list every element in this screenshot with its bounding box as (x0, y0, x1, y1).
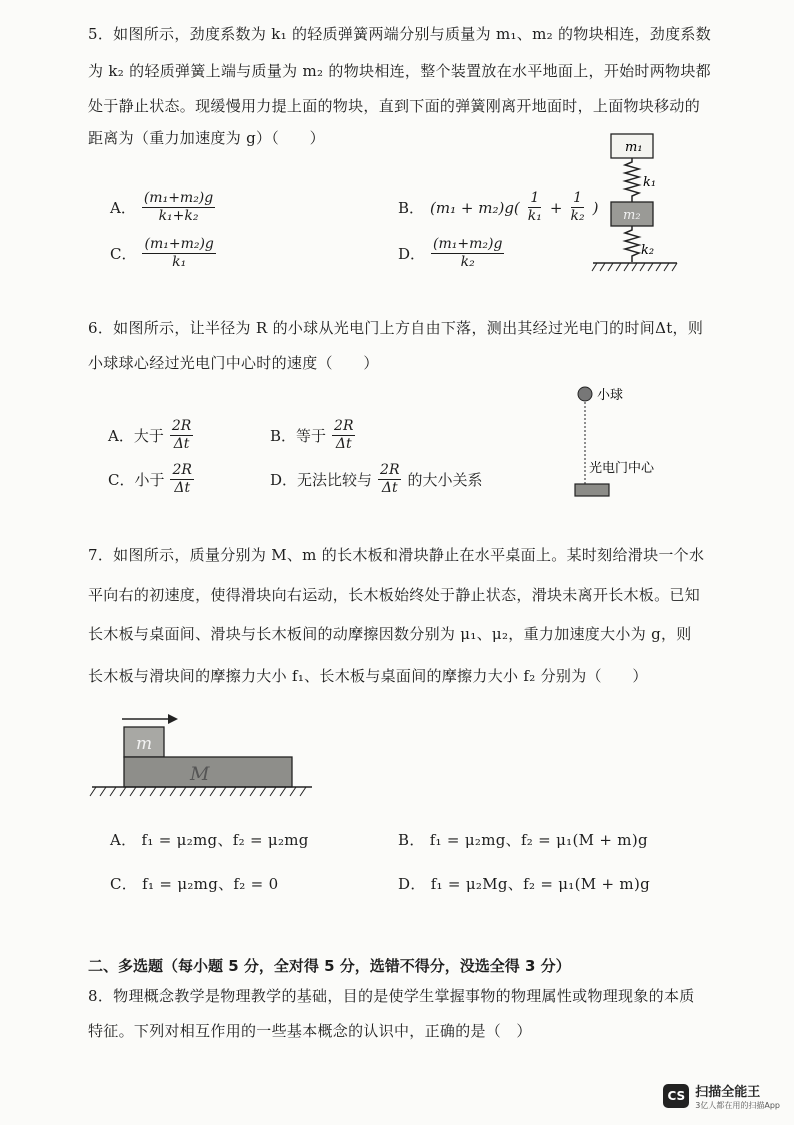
denominator: Δt (381, 480, 398, 496)
numerator: 1 (530, 190, 540, 206)
q6-option-b[interactable] (270, 418, 355, 453)
numerator: 2R (334, 418, 354, 434)
ground-hatch (592, 263, 677, 271)
spring-k2 (625, 226, 639, 262)
fraction-2 (568, 190, 586, 225)
numerator: 2R (380, 462, 400, 478)
q7-option-b[interactable]: B． f₁ = μ₂mg、f₂ = μ₁(M + m)g (398, 831, 648, 849)
spring-k1-label: k₁ (643, 175, 657, 190)
slider-block-label: m (136, 734, 153, 754)
section-2-heading: 二、多选题（每小题 5 分，全对得 5 分，选错不得分，没选全得 3 分） (88, 957, 571, 975)
numerator: (m₁+m₂)g (143, 190, 214, 206)
watermark-subtitle: 3亿人都在用的扫描App (695, 1101, 780, 1110)
fraction (431, 236, 504, 271)
fraction (142, 236, 215, 271)
expr-prefix: (m₁ + m₂)g( (430, 198, 520, 217)
camscanner-logo-icon: CS (663, 1084, 689, 1108)
q7-line-2: 平向右的初速度，使得滑块向右运动，长木板始终处于静止状态，滑块未离开长木板。已知 (88, 586, 701, 604)
denominator: Δt (335, 436, 352, 452)
fraction (170, 462, 193, 497)
q5-option-c[interactable] (110, 236, 216, 271)
spring-k2-label: k₂ (641, 243, 655, 258)
q8-line-1: 8．物理概念教学是物理教学的基础，目的是使学生掌握事物的物理属性或物理现象的本质 (88, 987, 695, 1005)
q5-spring-figure (585, 128, 695, 278)
plus-sign: + (549, 198, 563, 217)
denominator: Δt (173, 436, 190, 452)
gate-label: 光电门中心 (589, 461, 655, 476)
velocity-arrow-head (168, 714, 178, 724)
q6-option-a[interactable] (108, 418, 193, 453)
numerator: (m₁+m₂)g (433, 236, 503, 252)
q6-option-d[interactable] (270, 462, 483, 497)
camscanner-watermark (663, 1081, 780, 1111)
q8-line-2: 特征。下列对相互作用的一些基本概念的认识中，正确的是（ ） (88, 1022, 532, 1040)
q7-option-c[interactable]: C． f₁ = μ₂mg、f₂ = 0 (110, 875, 279, 893)
q6-option-c[interactable] (108, 462, 194, 497)
option-label: A．大于 (108, 427, 164, 445)
long-board-label: M (190, 763, 210, 785)
expr-suffix: ) (592, 198, 599, 217)
fraction (332, 418, 355, 453)
table-hatch (90, 787, 306, 796)
q5-line-3: 处于静止状态。现缓慢用力提上面的物块，直到下面的弹簧刚离开地面时，上面物块移动的 (88, 97, 701, 115)
ball-label: 小球 (597, 388, 624, 403)
option-label: C．小于 (108, 471, 165, 489)
numerator: 1 (573, 190, 582, 206)
denominator: k₁ (172, 254, 187, 270)
spring-k1 (625, 158, 639, 202)
q7-line-4: 长木板与滑块间的摩擦力大小 f₁、长木板与桌面间的摩擦力大小 f₂ 分别为（ ） (88, 667, 648, 685)
q7-option-a[interactable]: A． f₁ = μ₂mg、f₂ = μ₂mg (110, 831, 309, 849)
q7-line-1: 7．如图所示，质量分别为 M、m 的长木板和滑块静止在水平桌面上。某时刻给滑块一个水 (88, 546, 705, 564)
denominator: k₁ (527, 208, 542, 224)
ball (578, 387, 592, 401)
option-suffix: 的大小关系 (407, 471, 483, 489)
numerator: (m₁+m₂)g (144, 236, 214, 252)
numerator: 2R (171, 418, 192, 434)
q5-option-b[interactable] (398, 190, 598, 225)
photogate (575, 484, 609, 496)
q6-line-1: 6．如图所示，让半径为 R 的小球从光电门上方自由下落，测出其经过光电门的时间Δt，则 (88, 319, 704, 337)
block-m1-label: m₁ (625, 140, 643, 155)
q5-line-4: 距离为（重力加速度为 g）（ ） (88, 129, 325, 147)
fraction-1 (526, 190, 544, 225)
q7-board-figure (86, 705, 326, 805)
option-label: B．等于 (270, 427, 327, 445)
fraction (142, 190, 215, 225)
denominator: k₂ (460, 254, 475, 270)
q5-option-d[interactable] (398, 236, 504, 271)
fraction (378, 462, 401, 497)
q5-line-2: 为 k₂ 的轻质弹簧上端与质量为 m₂ 的物块相连，整个装置放在水平地面上，开始时两物块都 (88, 62, 711, 80)
option-label: C． (110, 245, 137, 263)
denominator: Δt (174, 480, 191, 496)
numerator: 2R (172, 462, 192, 478)
q6-line-2: 小球球心经过光电门中心时的速度（ ） (88, 354, 379, 372)
denominator: k₂ (570, 208, 585, 224)
option-label: A． (110, 199, 136, 217)
q5-line-1: 5．如图所示，劲度系数为 k₁ 的轻质弹簧两端分别与质量为 m₁、m₂ 的物块相连，劲度系数 (88, 25, 711, 43)
block-m2-label: m₂ (623, 208, 641, 223)
q7-option-d[interactable]: D． f₁ = μ₂Mg、f₂ = μ₁(M + m)g (398, 875, 651, 893)
q7-line-3: 长木板与桌面间、滑块与长木板间的动摩擦因数分别为 μ₁、μ₂，重力加速度大小为 g，则 (88, 625, 692, 643)
option-label: B． (398, 199, 425, 217)
option-label: D． (398, 245, 426, 263)
q5-option-a[interactable] (110, 190, 215, 225)
q6-photogate-figure (565, 380, 695, 500)
denominator: k₁+k₂ (158, 208, 199, 224)
fraction (170, 418, 193, 453)
watermark-title: 扫描全能王 (695, 1085, 761, 1100)
option-label: D．无法比较与 (270, 471, 373, 489)
